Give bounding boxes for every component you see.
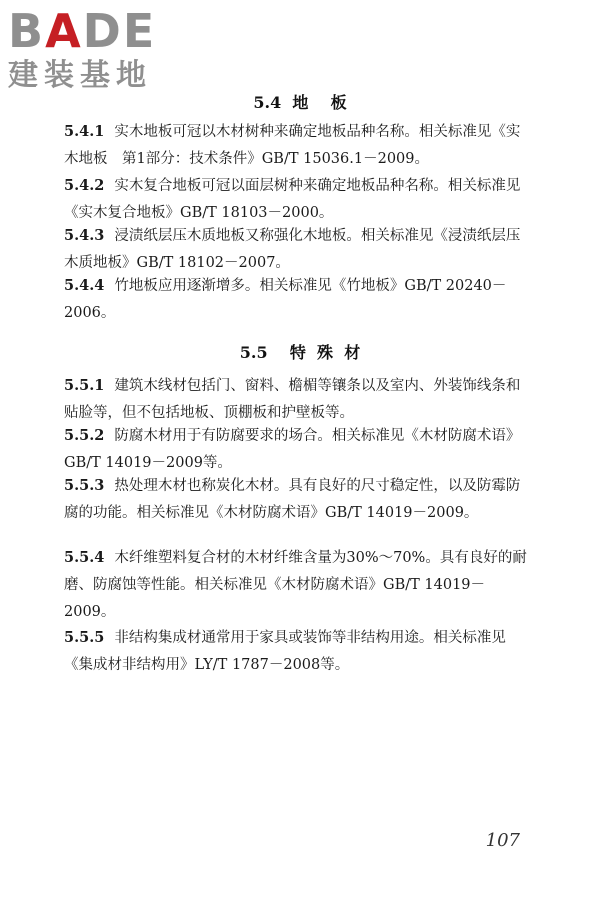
clause-text: 建筑木线材包括门、窗料、檐楣等镶条以及室内、外装饰线条和贴脸等，但不包括地板、顶棚板和护壁板等。 (64, 378, 521, 421)
paragraph-5-5-4 (64, 544, 534, 626)
paragraph-5-4-2 (64, 172, 534, 227)
logo-brand: BADE (8, 4, 157, 58)
paragraph-5-5-2 (64, 422, 534, 477)
section-5-5-heading: 5.5 特 殊 材 (239, 343, 361, 362)
page-number: 107 (485, 830, 520, 851)
bade-logo (8, 6, 178, 94)
clause-text: 热处理木材也称炭化木材。具有良好的尺寸稳定性，以及防霉防腐的功能。相关标准见《木材防腐术语》GB/T 14019－2009。 (64, 478, 521, 521)
clause-text: 实木地板可冠以木材树种来确定地板品种名称。相关标准见《实木地板 第1部分：技术条件》GB/T 15036.1－2009。 (64, 124, 521, 167)
clause-number: 5.5.4 (64, 549, 105, 566)
clause-number: 5.5.5 (64, 629, 105, 646)
paragraph-5-5-3 (64, 472, 534, 527)
clause-text: 非结构集成材通常用于家具或装饰等非结构用途。相关标准见《集成材非结构用》LY/T 1787－2008等。 (64, 630, 506, 673)
clause-text: 防腐木材用于有防腐要求的场合。相关标准见《木材防腐术语》GB/T 14019－2009等。 (64, 428, 521, 471)
paragraph-5-4-4 (64, 272, 534, 327)
clause-number: 5.4.1 (64, 123, 105, 140)
paragraph-5-4-3 (64, 222, 534, 277)
logo-chinese-name: 建装基地 (8, 58, 152, 93)
paragraph-5-5-1 (64, 372, 534, 427)
clause-number: 5.5.1 (64, 377, 105, 394)
clause-number: 5.4.4 (64, 277, 105, 294)
clause-text: 木纤维塑料复合材的木材纤维含量为30%～70%。具有良好的耐磨、防腐蚀等性能。相关标准见《木材防腐术语》GB/T 14019－2009。 (64, 550, 527, 620)
clause-text: 浸渍纸层压木质地板又称强化木地板。相关标准见《浸渍纸层压木质地板》GB/T 18102－2007。 (64, 228, 521, 271)
clause-number: 5.5.3 (64, 477, 105, 494)
clause-text: 竹地板应用逐渐增多。相关标准见《竹地板》GB/T 20240－2006。 (64, 278, 507, 321)
section-5-4-heading: 5.4 地 板 (253, 93, 347, 112)
paragraph-5-5-5 (64, 624, 534, 679)
clause-number: 5.5.2 (64, 427, 105, 444)
clause-number: 5.4.3 (64, 227, 105, 244)
paragraph-5-4-1 (64, 118, 534, 173)
clause-number: 5.4.2 (64, 177, 105, 194)
clause-text: 实木复合地板可冠以面层树种来确定地板品种名称。相关标准见《实木复合地板》GB/T 18103－2000。 (64, 178, 521, 221)
